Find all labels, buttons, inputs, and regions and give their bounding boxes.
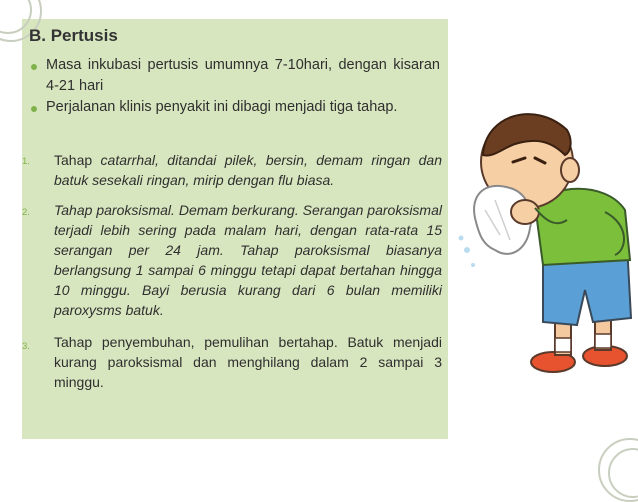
bullet-clinical-course: Perjalanan klinis penyakit ini dibagi menjadi tiga tahap. (46, 99, 398, 115)
left-stripe (0, 19, 22, 439)
sneezing-boy-illustration (455, 100, 635, 400)
step-catarrhal (54, 150, 442, 190)
step-paroxysmal (54, 200, 442, 320)
bullet-incubation: Masa inkubasi pertusis umumnya 7-10hari, dengan kisaran 4-21 hari (46, 57, 440, 94)
slide-title: B. Pertusis (29, 26, 118, 45)
step-convalescent: Tahap penyembuhan, pemulihan bertahap. Batuk menjadi kurang paroksismal dan menghilang dalam 2 sampai 3 minggu. (54, 334, 442, 390)
step-text: Tahap paroksismal. Demam berkurang. Serangan paroksismal terjadi lebih sering pada malam hari, dengan rata-rata 15 serangan per 24 jam. Tahap paroksismal biasanya berlangsung 1 sampai 6 minggu tetapi dapat bertahan hingga 10 minggu. Bayi berusia kurang dari 6 bulan memiliki paroxysms batuk. (54, 202, 442, 318)
step-emphasis: catarrhal, ditandai pilek, bersin, demam ringan dan batuk sesekali ringan, mirip dengan flu biasa. (54, 152, 442, 188)
step-number: 3. (22, 341, 30, 352)
step-number: 1. (22, 156, 30, 167)
decorative-ring (598, 438, 638, 502)
step-label: Tahap (54, 152, 101, 168)
bullet-icon (31, 64, 37, 70)
bullet-icon (31, 106, 37, 112)
step-number: 2. (22, 207, 30, 218)
